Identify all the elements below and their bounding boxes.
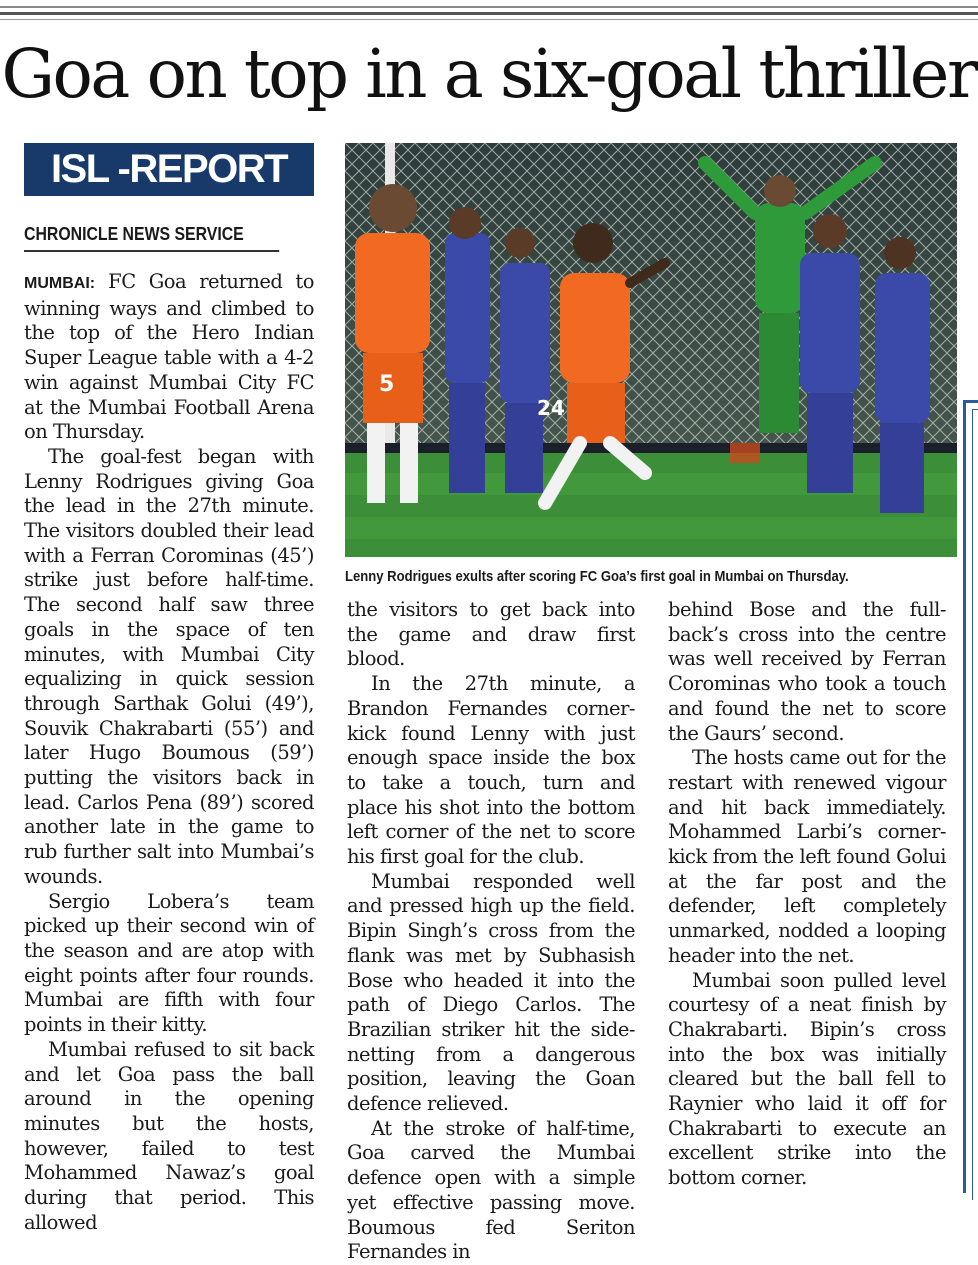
byline: CHRONICLE NEWS SERVICE <box>24 222 279 252</box>
top-rule <box>0 6 978 8</box>
jersey-number: 24 <box>537 396 565 420</box>
article-paragraph: The hosts came out for the restart with renewed vigour and hit back immediately. Mohammed Larbi’s corner-kick from the left found Golui at the far post and the defender, left completely unmarked, nodded a looping header into the net. <box>668 746 946 967</box>
article-paragraph: MUMBAI: FC Goa returned to winning ways and climbed to the top of the Hero Indian Super League table with a 4-2 win against Mumbai City FC at the Mumbai Football Arena on Thursday. <box>24 270 314 444</box>
article-paragraph: Mumbai responded well and pressed high up the field. Bipin Singh’s cross from the flank was met by Subhasish Bose who headed it into the path of Diego Carlos. The Brazilian striker hit the side-netting from a dangerous position, leaving the Goan defence relieved. <box>347 869 635 1116</box>
dateline: MUMBAI: <box>24 275 96 292</box>
photo-caption: Lenny Rodrigues exults after scoring FC Goa’s first goal in Mumbai on Thursday. <box>345 568 849 585</box>
jersey-number: 5 <box>379 372 395 397</box>
article-paragraph: In the 27th minute, a Brandon Fernandes corner-kick found Lenny with just enough space inside the box to take a touch, turn and place his shot into the bottom left corner of the net to score his first goal for the club. <box>347 672 635 869</box>
section-kicker: ISL -REPORT <box>24 143 314 196</box>
top-rule <box>0 19 978 20</box>
article-paragraph: the visitors to get back into the game and draw first blood. <box>347 598 635 671</box>
article-paragraph: At the stroke of half-time, Goa carved the Mumbai defence open with a simple yet effective passing move. Boumous fed Seriton Fernandes in <box>347 1116 635 1264</box>
article-column-1 <box>24 270 314 1235</box>
article-paragraph: Mumbai refused to sit back and let Goa pass the ball around in the opening minutes but the hosts, however, failed to test Mohammed Nawaz’s goal during that period. This allowed <box>24 1037 314 1234</box>
article-column-3 <box>668 598 946 1191</box>
top-rule <box>0 12 978 15</box>
adjacent-article-border <box>963 400 978 1193</box>
article-column-2 <box>347 598 635 1265</box>
article-paragraph: Sergio Lobera’s team picked up their second win of the season and are atop with eight points after four rounds. Mumbai are fifth with four points in their kitty. <box>24 889 314 1037</box>
headline: Goa on top in a six-goal thriller <box>1 35 977 113</box>
article-paragraph: The goal-fest began with Lenny Rodrigues giving Goa the lead in the 27th minute. The visitors doubled their lead with a Ferran Corominas (45’) strike just before half-time. The second half saw three goals in the space of ten minutes, with Mumbai City equalizing in quick session through Sarthak Golui (49’), Souvik Chakrabarti (55’) and later Hugo Boumous (59’) putting the visitors back in lead. Carlos Pena (89’) scored another late in the game to rub further salt into Mumbai’s wounds. <box>24 444 314 888</box>
article-paragraph: behind Bose and the full-back’s cross into the centre was well received by Ferran Corominas who took a touch and found the net to score the Gaurs’ second. <box>668 598 946 745</box>
match-photo <box>345 143 957 557</box>
article-paragraph: Mumbai soon pulled level courtesy of a neat finish by Chakrabarti. Bipin’s cross into the box was initially cleared but the ball fell to Raynier who laid it off for Chakrabarti to execute an excellent strike into the bottom corner. <box>668 968 946 1190</box>
